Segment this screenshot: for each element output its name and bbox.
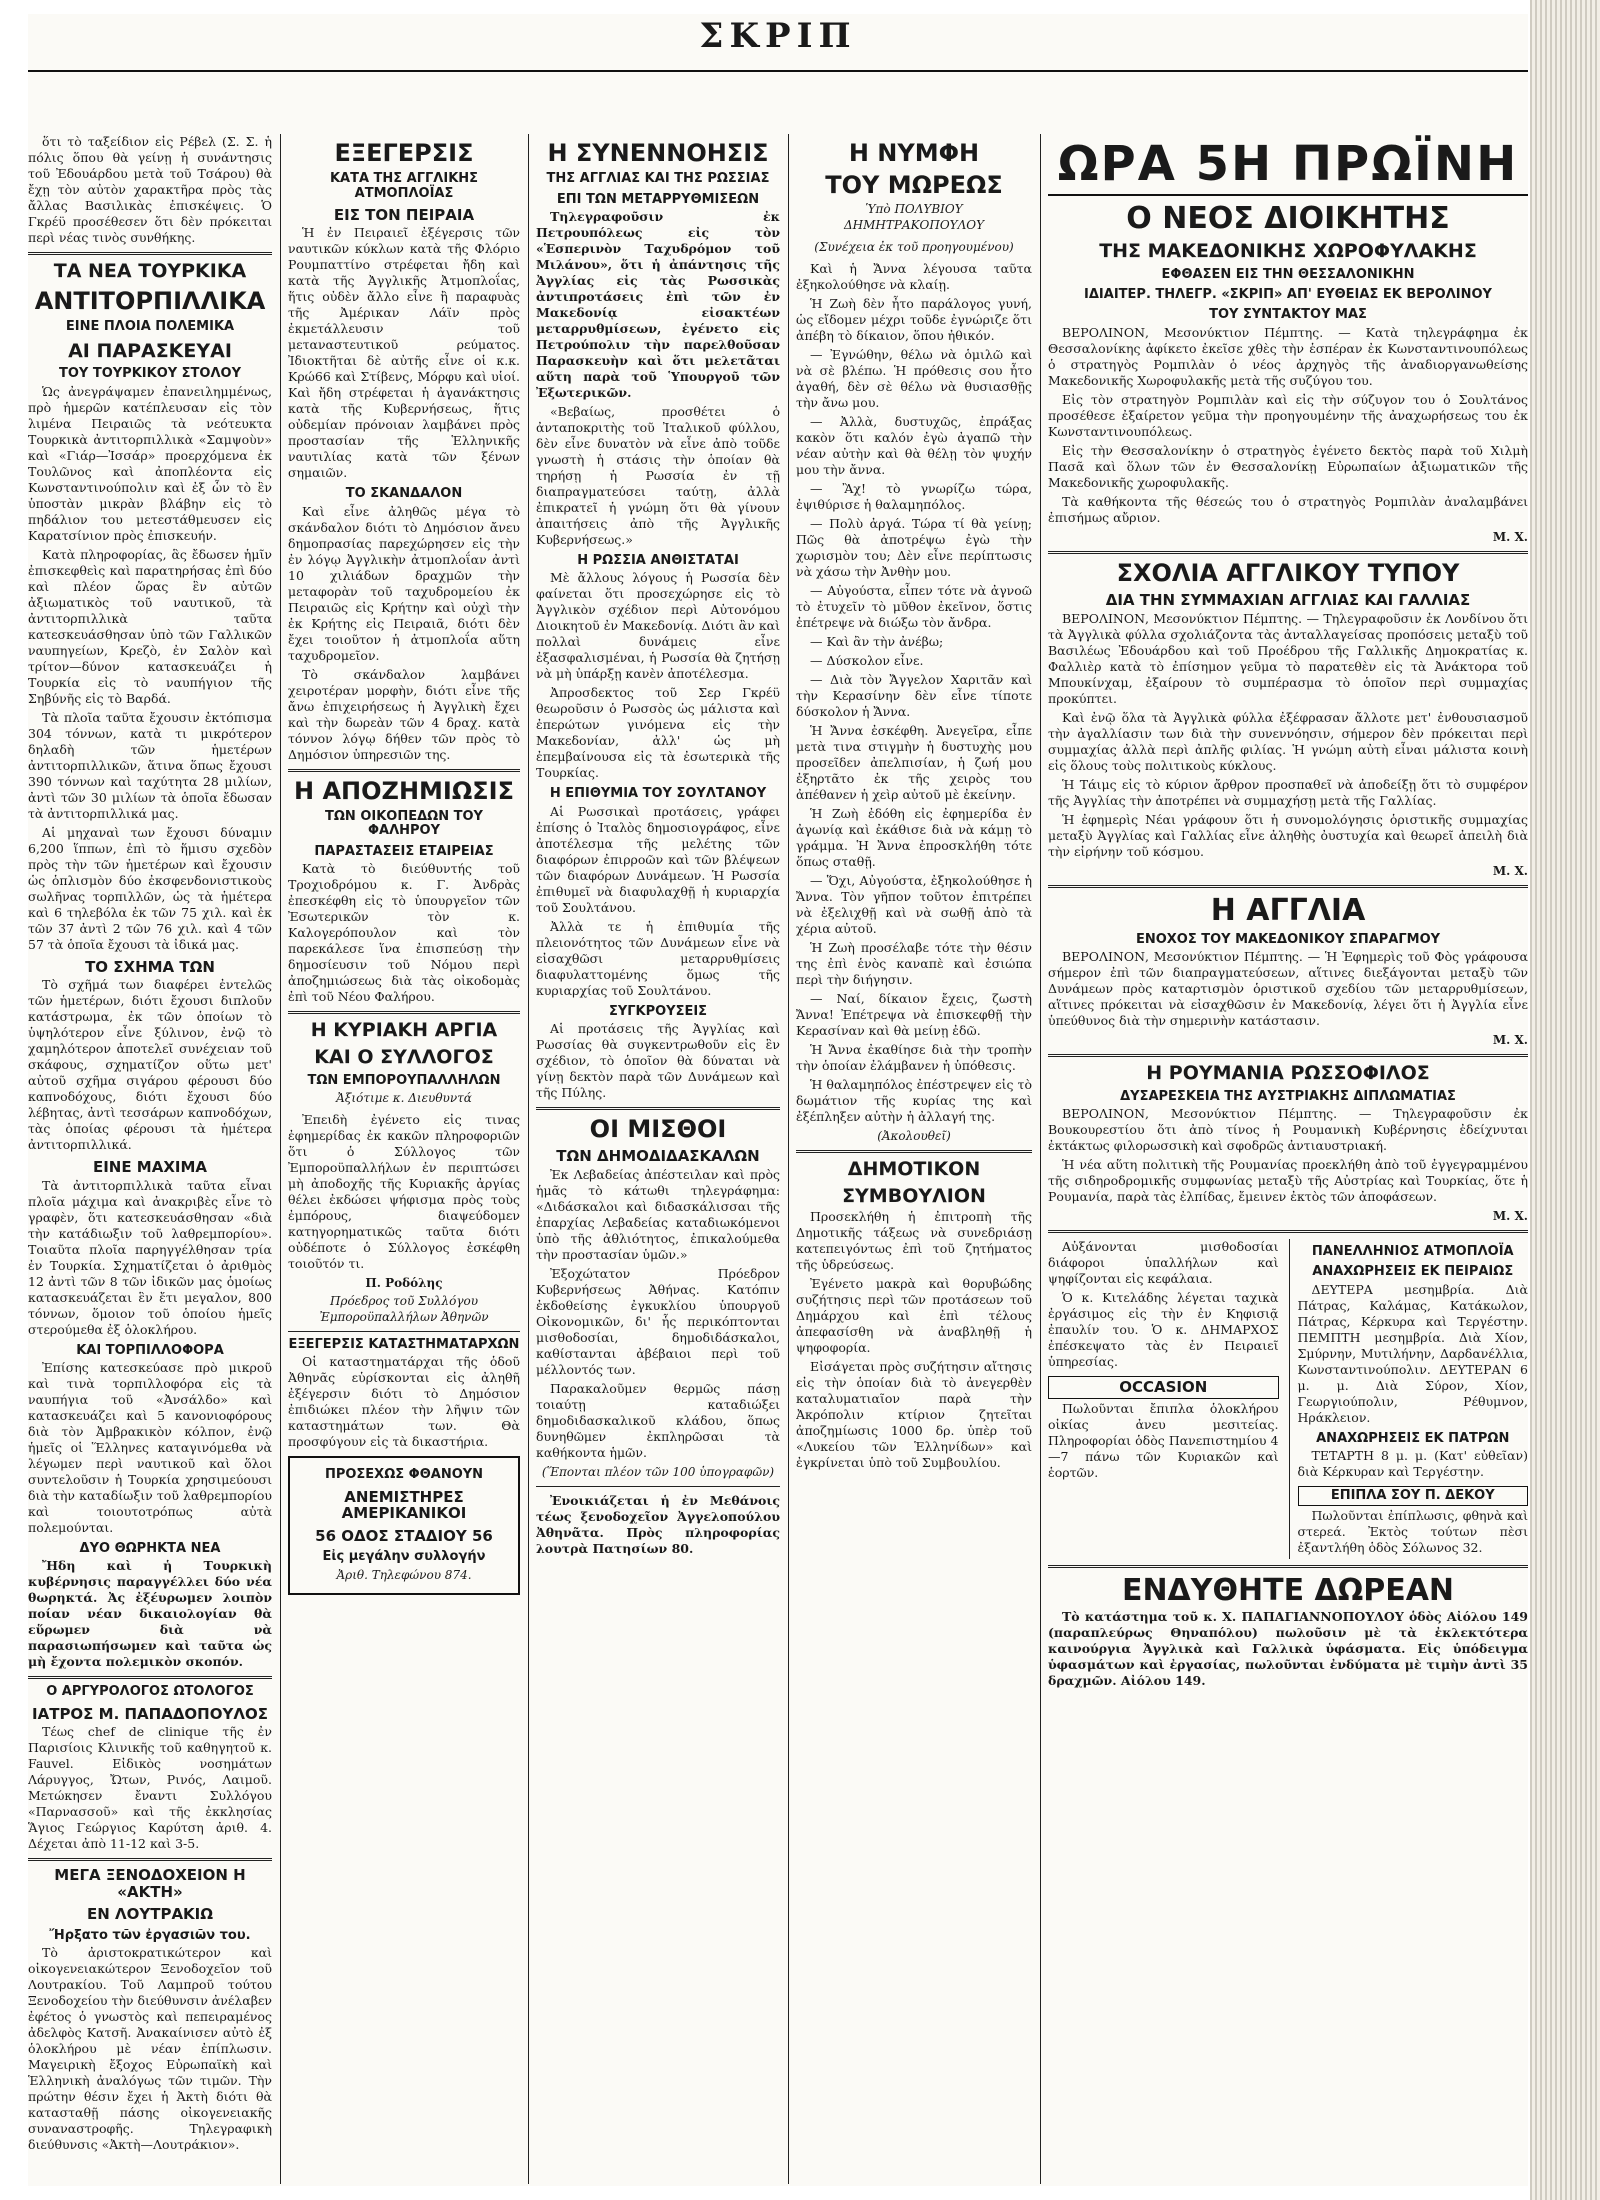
serial-paragraph: — Ὅχι, Αὐγούστα, ἐξηκολούθησε ἡ Ἄννα. Τὸν γῆπον τοῦτον ἐπιτρέπει νὰ ἐξελιχθῇ καὶ νὰ σωθῇ ἀπὸ τὰ χέρια αὐτοῦ. [796,872,1032,936]
telegram-paragraph: Εἰς τὴν Θεσσαλονίκην ὁ στρατηγὸς ἐγένετο δεκτὸς παρὰ τοῦ Χιλμὴ Πασᾶ καὶ ὅλων τῶν ἐν Θεσσαλονίκῃ Εὐρωπαίων ἀξιωματικῶν τῆς Μακεδονικῆς χωροφυλακῆς. [1048,442,1528,490]
headline-new-commander: Ο ΝΕΟΣ ΔΙΟΙΚΗΤΗΣ [1126,201,1450,236]
serial-paragraph: — Πολὺ ἀργά. Τώρα τί θὰ γείνῃ; Πῶς θὰ ἀποτρέψω ἐγὼ τὴν χωρισμὸν του; Δὲν εἶνε περίπτωσις νὰ χάσω τὴν Ἀνθὴν μου. [796,515,1032,579]
small-ads-left [1048,1239,1279,1559]
subheadline: ΕΝΟΧΟΣ ΤΟΥ ΜΑΚΕΔΟΝΙΚΟΥ ΣΠΑΡΑΓΜΟΥ [1135,931,1441,947]
article-paragraph: Τὸ σχῆμά των διαφέρει ἐντελῶς τῶν ἡμετέρων, διότι ἔχουσι διπλοῦν κατάστρωμα, ἐκ τῶν ὁποίων τὸ ὑψηλότερον εἶνε ξύλινον, ἐνῷ τὸ χαμηλότερον ἀποτελεῖ συνέχειαν τοῦ σκάφους, σχηματίζον οὕτω μετ' αὐτοῦ σχῆμα σιγάρου φέρουσι δύο καπνοδόχους, διότι ἔχουσι δύο λέβητας, ἀντὶ τεσσάρων καπνοδόχων, τὰς ὁποίας φέρουσι τὰ ἡμέτερα ἀντιτορπιλλικά. [28,977,272,1153]
news-brief: Ὁ κ. Κιτελάδης λέγεται ταχικὰ ἐργάσιμος εἰς τὴν ἐν Κηφισιᾷ ἐπαυλίν του. Ὁ κ. ΔΗΜΑΡΧΟΣ ἐπέσκεψατο τὰς ἐν Πειραιεῖ ὑπηρεσίας. [1048,1290,1279,1370]
subheadline: ΕΙΣ ΤΟΝ ΠΕΙΡΑΙΑ [333,205,475,224]
section-banner: ΩΡΑ 5Η ΠΡΩΪΝΗ [1048,134,1528,196]
serial-paragraph: — Ναί, δίκαιον ἔχεις, ζωστὴ Ἄννα! Ἐπέτρεψα νὰ ἐπισκεφθῇ τὴν Κερασίναν καὶ θὰ μείνῃ ἐδῶ. [796,990,1032,1038]
subheadline: ΕΙΝΕ ΜΑΧΙΜΑ [92,1158,208,1177]
serial-paragraph: Ἡ Ζωὴ προσέλαβε τότε τὴν θέσιν της ἐπὶ ἑνὸς καναπὲ καὶ ἐσιώπα περὶ τὴν διήγησιν. [796,939,1032,987]
subheadline: ΚΑΤΑ ΤΗΣ ΑΓΓΛΙΚΗΣ ΑΤΜΟΠΛΟΪΑΣ [329,171,479,201]
telegram-signature: Μ. Χ. [1492,529,1528,544]
ad-headline: Ο ΑΡΓΥΡΟΛΟΓΟΣ ΩΤΟΛΟΓΟΣ [46,1684,254,1700]
newspaper-page [28,14,1528,2186]
article-paragraph: Ἐκ Λεβαδείας ἀπέστειλαν καὶ πρὸς ἡμᾶς τὸ κάτωθι τηλεγράφημα: «Διδάσκαλοι καὶ διδασκάλισσαι τῆς ἐπαρχίας Λεβαδείας καταδιωκόμενοι ὑπὸ τῆς ἀθλιότητος, ἐπικαλούμεθα τὴν προστασίαν ὑμῶν.» [536,1166,780,1262]
salutation: Ἀξιότιμε κ. Διευθυντά [336,1091,472,1106]
subheadline: ΕΞΕΓΕΡΣΙΣ ΚΑΤΑΣΤΗΜΑΤΑΡΧΩΝ [288,1337,520,1353]
ad-headline: ΑΝΕΜΙΣΤΗΡΕΣ ΑΜΕΡΙΚΑΝΙΚΟΙ [341,1487,467,1523]
ad-address: 56 ΟΔΟΣ ΣΤΑΔΙΟΥ 56 [315,1526,493,1545]
serial-paragraph: — Ἂχ! τὸ γνωρίζω τώρα, ἐψιθύρισε ἡ θαλαμηπόλος. [796,480,1032,512]
column-rule [1040,134,1041,2184]
headline-association: ΚΑΙ Ο ΣΥΛΛΟΓΟΣ [314,1045,494,1068]
subheadline-warships: ΕΙΝΕ ΠΛΟΙΑ ΠΟΛΕΜΙΚΑ [65,319,235,335]
column-2 [288,134,520,2184]
letter-paragraph: Ἐπειδὴ ἐγένετο εἰς τινας ἐφημερίδας ἐκ κακῶν πληροφοριῶν ὅτι ὁ Σύλλογος τῶν Ἐμποροϋπαλλήλων ἐν περιπτώσει μὴ ἀποδοχῆς τῆς Κυριακῆς ἀργίας θέλει ἐκδώσει ψήφισμα πρὸς τοὺς ἐμπόρους, διαψεύδομεν κατηγορηματικῶς ταῦτα διότι οὐδέποτε ὁ Σύλλογος ἐσκέφθη τοιοῦτόν τι. [288,1112,520,1272]
article-paragraph: Εἰσάγεται πρὸς συζήτησιν αἴτησις εἰς τὴν ὁποίαν διὰ τὸ ἀνεγερθὲν καταλυματιαῖον παρὰ τὴν Ἀκρόπολιν κτίριον ζητεῖται ἀποζημίωσις 1000 δρ. ὑπὲρ τοῦ «Λυκείου τῶν Ἑλληνίδων» καὶ ἐγκρίνεται ὑπὸ τοῦ Συμβουλίου. [796,1358,1032,1470]
subheadline: ΤΩΝ ΔΗΜΟΔΙΔΑΣΚΑΛΩΝ [556,1147,760,1166]
divider [1048,1230,1528,1233]
small-ads-right [1289,1239,1529,1559]
article-paragraph: Ἀπροσδεκτος τοῦ Σερ Γκρέϋ θεωροῦσιν ὁ Ρωσσὸς ὡς μάλιστα καὶ ἐπερώτων γινόμενα εἰς τὴν Μακεδονίαν, ἀλλ' ὡς μὴ ἐπεμβαίνουσα εἰς τὰ ἐσωτερικὰ τῆς Τουρκίας. [536,685,780,781]
serial-paragraph: — Αὐγούστα, εἶπεν τότε νὰ ἀγνοῶ τὸ ἐτυχεῖν τὸ μῦθον ἐκεῖνον, ὅστις ἐπέτρεψε νὰ διώξω τὸν ἄνδρα. [796,582,1032,630]
article-paragraph: Ἐγένετο μακρὰ καὶ θορυβώδης συζήτησις περὶ τῶν προτάσεων τοῦ Δημάρχου καὶ ἐπὶ τέλους ἀπεφασίσθη νὰ ἀναβληθῇ ἡ ψηφοφορία. [796,1275,1032,1355]
divider [288,769,520,772]
serial-paragraph: Ἡ Ἄννα ἐσκέφθη. Ἀνεγεῖρα, εἶπε μετὰ τινα στιγμὴν ἡ δυστυχὴς μου προσεῖδεν ἀπελπισίαν, ἡ ζωή μου ἐξηρτᾶτο ἐκ τῆς χειρὸς του ἀπέθανεν ἡ χεὶρ αὐτοῦ μὲ ἐκείνην. [796,722,1032,802]
intro-paragraph: ὅτι τὸ ταξείδιον εἰς Ρέβελ (Σ. Σ. ἡ πόλις ὅπου θὰ γείνῃ ἡ συνάντησις τοῦ Ἐδουάρδου μετὰ τοῦ Τσάρου) θὰ ἔχῃ τὸν αὐτὸν χαρακτῆρα πρὸς τὰς ἄλλας Βασιλικὰς ἐπισκέψεις. Ὁ Γκρέϋ προσέθεσεν ὅτι δὲν πρόκειται περὶ νέας τινὸς συνθήκης. [28,134,272,245]
small-ads-row [1048,1239,1528,1559]
subheadline-preparations: ΑΙ ΠΑΡΑΣΚΕΥΑΙ [68,339,232,362]
ad-phone: Ἀριθ. Τηλεφώνου 874. [336,1567,472,1582]
serial-paragraph: — Δύσκολον εἶνε. [810,652,924,668]
headline-uprising: ΕΞΕΓΕΡΣΙΣ [334,139,474,167]
headline-turkish-news: ΤΑ ΝΕΑ ΤΟΥΡΚΙΚΑ [53,260,247,282]
article-paragraph: Παρακαλοῦμεν θερμῶς πάσῃ τοιαύτῃ καταδιώξει δημοδιδασκαλικοῦ κλάδου, ὅπως δυνηθῶμεν ἐκπληρῶσαι τὰ καθήκοντα ἡμῶν. [536,1380,780,1460]
telegram-paragraph: Καὶ ἐνῷ ὅλα τὰ Ἀγγλικὰ φύλλα ἐξέφρασαν ἄλλοτε μετ' ἐνθουσιασμοῦ τὴν ἀγαλλίασιν των διὰ τὴν συνεννόησιν, σήμερον δὲν πρόκειται περὶ συμμαχίας ἀλλὰ περὶ ἀπλῆς φιλίας. Ἡ γνώμη αὐτὴ εἶναι μάλιστα κοινὴ εἰς ὅλους τοὺς πολιτικοὺς κύκλους. [1048,709,1528,773]
divider [28,1858,272,1861]
article-paragraph: Καὶ εἶνε ἀληθῶς μέγα τὸ σκάνδαλον διότι τὸ Δημόσιον ἄνευ δημοπρασίας παρεχώρησεν εἰς τὴν ἐν λόγῳ Ἀγγλικὴν ἀτμοπλοΐαν ἀντὶ 10 χιλιάδων δραχμῶν τὴν μεταφορὰν τοῦ ταχυδρομείου ἐκ Πειραιῶς εἰς Κρήτην καὶ οὐχὶ τὴν ἐκ Κρήτης εἰς Πειραιᾶ, διότι δὲν ἔχει τοιοῦτον ἡ ἀτμοπλοΐα αὕτη ταχυδρομεῖον. [288,503,520,663]
subheadline: ΤΩΝ ΕΜΠΟΡΟΥΠΑΛΛΗΛΩΝ [307,1072,501,1088]
article-paragraph: Αἱ προτάσεις τῆς Ἀγγλίας καὶ Ρωσσίας θὰ συγκεντρωθοῦν εἰς ἓν σχέδιον, τὸ ὁποῖον θὰ δύναται νὰ γίνῃ δεκτὸν παρὰ τῶν Δυνάμεων καὶ τῆς Πύλης. [536,1020,780,1100]
subheadline: ΚΑΙ ΤΟΡΠΙΛΛΟΦΟΡΑ [76,1342,224,1358]
telegram-paragraph: ΒΕΡΟΛΙΝΟΝ, Μεσονύκτιον Πέμπτης. — Ἡ Ἐφημερὶς τοῦ Φὸς γράφουσα σήμερον ἐπὶ τῶν διαπραγματεύσεων, αἵτινες διεξάγονται μεταξὺ τῶν Δυνάμεων πρὸς καταρτισμὸν ὁριστικοῦ σχεδίου τῶν μεταρρυθμίσεων, αἵτινες πρόκειται νὰ εἰσαχθῶσιν ἐν Μακεδονίᾳ, λέγει ὅτι ἡ Ἀγγλία εἶνε ὑπεύθυνος διὰ τὴν σημερινὴν κατάστασιν. [1048,948,1528,1028]
serial-continuation: (Συνέχεια ἐκ τοῦ προηγουμένου) [814,239,1014,254]
subheadline: ΕΠΙ ΤΩΝ ΜΕΤΑΡΡΥΘΜΙΣΕΩΝ [556,191,760,207]
ad-subheadline: ΑΝΑΧΩΡΗΣΕΙΣ ΕΚ ΠΑΤΡΩΝ [1316,1430,1510,1446]
divider [288,1011,520,1014]
serial-paragraph: — Ἀλλὰ, δυστυχῶς, ἐπράξας κακὸν ὅτι καλόν ἐγὼ ἀγαπῶ τὴν νέαν αὐτὴν καὶ θὰ θέλῃ τὸν ψυχήν μου τὴν ἄννα. [796,413,1032,477]
ad-headline: ΠΡΟΣΕΧΩΣ ΦΘΑΝΟΥΝ [324,1467,484,1483]
column-4 [796,134,1032,2184]
headline-compensation: Η ΑΠΟΖΗΜΙΩΣΙΣ [294,776,514,805]
ad-headline: ΜΕΓΑ ΞΕΝΟΔΟΧΕΙΟΝ Η «ΑΚΤΗ» [54,1866,246,1901]
serial-continues: (Ἀκολουθεῖ) [877,1128,951,1143]
ad-headline: ΠΑΝΕΛΛΗΝΙΟΣ ΑΤΜΟΠΛΟΪΑ [1311,1244,1514,1260]
ad-text: Εἰς μεγάλην συλλογήν [322,1549,486,1565]
ad-text: Τέως chef de clinique τῆς ἐν Παρισίοις Κλινικῆς τοῦ καθηγητοῦ κ. Fauvel. Εἰδικὸς νοσημάτων Λάρυγγος, Ὤτων, Ρινός, Λαιμοῦ. Μετώκησεν ἔναντι Συλλόγου «Παρνασσοῦ» καὶ τῆς ἐκκλησίας Ἅγιος Γεώργιος Καρύτση ἀριθ. 4. Δέχεται ἀπὸ 11-12 καὶ 3-5. [28,1724,272,1852]
telegram-signature: Μ. Χ. [1492,1032,1528,1047]
headline-sunday-rest: Η ΚΥΡΙΑΚΗ ΑΡΓΙΑ [310,1019,498,1042]
serial-paragraph: — Καὶ ἂν τὴν ἀνέβω; [810,633,944,649]
headline-municipal: ΔΗΜΟΤΙΚΟΝ [847,1157,981,1180]
article-paragraph: Τηλεγραφοῦσιν ἐκ Πετρουπόλεως εἰς τὸν «Ἑσπερινὸν Ταχυδρόμον τοῦ Μιλάνου», ὅτι ἡ ἀπάντησις τῆς Ἀγγλίας εἰς τὰς Ρωσσικὰς ἀντιπροτάσεις ἐπὶ τῶν ἐν Μακεδονίᾳ εἰσακτέων μεταρρυθμίσεων, ἐγένετο εἰς Πετρούπολιν τὴν παρελθοῦσαν Παρασκευὴν καὶ ὅτι μελετᾶται αὕτη παρὰ τοῦ Ὑπουργοῦ τῶν Ἐξωτερικῶν. [536,208,780,400]
divider [28,252,272,255]
divider [796,1150,1032,1153]
telegram-signature: Μ. Χ. [1492,863,1528,878]
subheadline: ΙΔΙΑΙΤΕΡ. ΤΗΛΕΓΡ. «ΣΚΡΙΠ» ΑΠ' ΕΥΘΕΙΑΣ ΕΚ ΒΕΡΟΛΙΝΟΥ [1084,287,1492,303]
article-paragraph: Ἀλλὰ τε ἡ ἐπιθυμία τῆς πλειονότητος τῶν Δυνάμεων εἶνε νὰ εἰσαχθῶσι μεταρρυθμίσεις διαφυλαττομένης ὅμως τῆς κυριαρχίας τοῦ Σουλτάνου. [536,918,780,998]
subheadline: ΣΥΓΚΡΟΥΣΕΙΣ [608,1003,708,1019]
telegram-paragraph: Ἡ νέα αὕτη πολιτικὴ τῆς Ρουμανίας προεκλήθη ἀπὸ τοῦ ἐγγεγραμμένου τῆς σιδηροδρομικῆς συμφωνίας μεταξὺ τῆς Αὐστρίας καὶ Τουρκίας, ὅτε ἡ Ρουμανία, παρὰ τὰς ἐλπίδας, ἔμεινεν ἐκτὸς τῶν ἀποφάσεων. [1048,1157,1528,1205]
ad-headline-clothing: ΕΝΔΥΘΗΤΕ ΔΩΡΕΑΝ [1121,1573,1455,1609]
ad-text: Τὸ ἀριστοκρατικώτερον καὶ οἰκογενειακώτερον Ξενοδοχεῖον τοῦ Λουτρακίου. Τοῦ Λαμπροῦ τούτου Ξενοδοχείου τὴν διεύθυνσιν ἀνέλαβεν ἐφέτος ὁ γνωστὸς καὶ πεπειραμένος ἀδελφὸς Κατσῆ. Ἀνακαίνισεν αὐτὸ ἐξ ὁλοκλήρου μὲ νέαν ἐπίπλωσιν. Μαγειρικὴ ἔξοχος Εὐρωπαϊκὴ καὶ Ἑλληνικὴ ἀναλόγως τῶν τιμῶν. Τὴν πρώτην θέσιν ἔχει ἡ Ἀκτὴ διότι θὰ κατασταθῇ πάσης οἰκογενειακῆς συναναστροφῆς. Τηλεγραφικὴ διεύθυνσις «Ἀκτὴ—Λουτράκιον». [28,1944,272,2152]
telegram-paragraph: Εἰς τὸν στρατηγὸν Ρομπιλὰν καὶ εἰς τὴν σύζυγον του ὁ Σουλτάνος προσέθεσε ἐξαίρετον γεῦμα τὴν προηγουμένην τῆς ἀναχωρήσεως του ἐκ Κωνσταντινουπόλεως. [1048,391,1528,439]
article-paragraph: Κατὰ πληροφορίας, ἃς ἔδωσεν ἡμῖν ἐπισκεφθεὶς καὶ παρατηρήσας ἐπὶ δύο καὶ πλέον ὥρας ἓν αὐτῶν ἀξιωματικὸς τοῦ ναυτικοῦ, τὰ ἀντιτορπιλλικὰ ταῦτα κατεσκευάσθησαν ὑπὸ τῶν Γαλλικῶν ναυπηγείων, Κρεζὸ, ἐν Σαλὸν καὶ τρίτον—δύνον κατασκευάζει ἡ Τουρκία εἰς τὸ ναυπήγιον τῆς Σηβύνῆς εἰς τὸ Βαρδά. [28,546,272,706]
subheadline: Η ΕΠΙΘΥΜΙΑ ΤΟΥ ΣΟΥΛΤΑΝΟΥ [549,786,767,802]
headline-torpedo-boats: ΑΝΤΙΤΟΡΠΙΛΛΙΚΑ [34,286,266,315]
ad-headline: OCCASION [1048,1376,1279,1399]
telegram-paragraph: Ἡ ἐφημερὶς Νέαι γράφουν ὅτι ἡ συνομολόγησις ὁριστικῆς συμμαχίας μεταξὺ Ἀγγλίας καὶ Γαλλίας εἶνε ἀληθὴς ὀυστυχία καὶ θεωρεῖ ἀπειλὴ διὰ τὴν εἰρήνην τοῦ κόσμου. [1048,811,1528,859]
article-paragraph: Αἱ Ρωσσικαὶ προτάσεις, γράφει ἐπίσης ὁ Ἰταλὸς δημοσιογράφος, εἶνε ἀποτέλεσμα τῆς μελέτης τῶν διαφόρων ἐπιρροῶν καὶ τῶν βλέψεων τῶν διαφόρων Δυνάμεων. Ἡ Ρωσσία ἐπιθυμεῖ νὰ διαφυλαχθῇ ἡ κυριαρχία τοῦ Σουλτάνου. [536,803,780,915]
ad-text: Πωλοῦνται ἔπιπλα ὁλοκλήρου οἰκίας ἀνευ μεσιτείας. Πληροφορίαι ὁδὸς Πανεπιστημίου 4—7 πάνω τῶν Κυριακῶν καὶ ἑορτῶν. [1048,1400,1279,1480]
headline-council: ΣΥΜΒΟΥΛΙΟΝ [842,1184,986,1207]
serial-paragraph: — Ἐγνώθην, θέλω νὰ ὁμιλῶ καὶ νὰ σὲ βλέπω. Ἡ πρόθεσις σου ἦτο ἀγαθή, δὲν σὲ θέλω νὰ θυσιασθῇς τὴν ἄνω μου. [796,346,1032,410]
divider [288,1331,520,1332]
article-paragraph: «Βεβαίως, προσθέτει ὁ ἀνταποκριτὴς τοῦ Ἰταλικοῦ φύλλου, δὲν εἶνε δυνατὸν νὰ εἶνε ἀπὸ τοῦδε γνωστὴ ἡ στάσις τὴν ὁποίαν θὰ τηρήσῃ ἡ Ρωσσία ἐν τῇ διαπραγματεύσει ταύτῃ, ἀλλὰ ἐπικρατεῖ ἡ γνώμη ὅτι θὰ γίνουν ἀπαιτήσεις ἀπὸ τῆς Ἀγγλικῆς Κυβερνήσεως.» [536,403,780,547]
article-paragraph: Ἐξοχώτατον Πρόεδρον Κυβερνήσεως Ἀθήνας. Κατόπιν ἐκδοθείσης ἐγκυκλίου ὑπουργοῦ Οἰκονομικῶν, δι' ἧς περικόπτονται μισθοδοσίαι, δημοδιδάσκαλοι, καθίστανται ἀβέβαιοι περὶ τοῦ μέλλοντός των. [536,1265,780,1377]
column-rule [528,134,529,2184]
subheadline: ΔΥΟ ΘΩΡΗΚΤΑ ΝΕΑ [79,1541,221,1557]
subheadline: ΠΑΡΑΣΤΑΣΕΙΣ ΕΤΑΙΡΕΙΑΣ [314,843,494,859]
page-edge-binding [1530,0,1600,2200]
subheadline: ΤΩΝ ΟΙΚΟΠΕΔΩΝ ΤΟΥ ΦΑΛΗΡΟΥ [325,809,483,839]
subheadline: ΤΟ ΣΚΑΝΔΑΛΟΝ [345,486,463,502]
divider [1048,885,1528,888]
divider [536,1486,780,1487]
headline-romania: Η ΡΟΥΜΑΝΙΑ ΡΩΣΣΟΦΙΛΟΣ [1146,1061,1430,1084]
ad-text: ΤΕΤΑΡΤΗ 8 μ. μ. (Κατ' εὐθεῖαν) διὰ Κέρκυραν καὶ Τεργέστην. [1297,1448,1528,1480]
article-paragraph: Οἱ καταστηματάρχαι τῆς ὁδοῦ Ἀθηνᾶς εὑρίσκονται εἰς ἀληθῆ ἐξέγερσιν διότι τὸ Δημόσιον ἐπιδιώκει πλέον τὴν λῆψιν τῶν καταστημάτων των. Θὰ προσφύγουν εἰς τὰ δικαστήρια. [288,1354,520,1450]
news-brief: Αὐξάνονται μισθοδοσίαι διάφοροι ὑπαλλήλων καὶ ψηφίζονται εἰς κεφάλαια. [1048,1239,1279,1287]
masthead-rule [28,70,1528,72]
headline-salaries: ΟΙ ΜΙΣΘΟΙ [589,1114,727,1143]
article-paragraph: Ἤδη καὶ ἡ Τουρκικὴ κυβέρνησις παραγγέλλει δύο νέα θωρηκτά. Ἀς ἐξέυρωμεν λοιπὸν ποίαν νέαν δικαιολογίαν θὰ εὕρωμεν διὰ νὰ παρασιωπήσωμεν καὶ ταῦτα ὡς μὴ ἔχοντα πολεμικὸν σκοπόν. [28,1558,272,1670]
divider [1048,1565,1528,1568]
divider [1048,1054,1528,1057]
telegrams-section [1048,134,1528,2184]
ad-box-fans [288,1456,520,1594]
telegram-paragraph: ΒΕΡΟΛΙΝΟΝ, Μεσονύκτιον Πέμπτης. — Κατὰ τηλεγράφημα ἐκ Θεσσαλονίκης ἀφίκετο ἐκεῖσε χθὲς τὴν ἑσπέραν ἐκ Κωνσταντινουπόλεως ὁ στρατηγὸς Ρομπιλὰν ὁ νέος ἀρχηγὸς τῆς ἀναδιοργανωθείσης Μακεδονικῆς Χωροφυλακῆς μετὰ τῆς συζύγου του. [1048,324,1528,388]
column-1 [28,134,272,2184]
article-paragraph: Τὰ πλοῖα ταῦτα ἔχουσιν ἐκτόπισμα 304 τόννων, κατὰ τι μικρότερον δηλαδὴ τῶν ἡμετέρων ἀντιτορπιλλικῶν, ἅτινα ὅπως ἔχουσι 390 τόννων καὶ ταχύτητα 28 μιλίων, ἀντὶ τῶν 30 μιλίων τὰ ὁποῖα ἔδωσαν τὰ ἀντιτορπιλλικά μας. [28,709,272,821]
divider [536,1107,780,1110]
divider [28,1676,272,1679]
signatures-note: (Ἕπονται πλέον τῶν 100 ὑπογραφῶν) [541,1464,775,1479]
ad-text: ΔΕΥΤΕΡΑ μεσημβρία. Διὰ Πάτρας, Καλάμας, Κατάκωλον, Πάτρας, Κέρκυρα καὶ Τεργέστην. ΠΕΜΠΤΗ μεσημβρία. Διὰ Χίον, Σμύρνην, Μυτιλήνην, Δαρδανέλλια, Κωνσταντινούπολιν. ΔΕΥΤΕΡΑΝ 6 μ. μ. Διὰ Σύρον, Χίον, Γεωργιούπολιν, Ρέθυμνον, Ηράκλειον. [1297,1281,1528,1425]
headline-english-press: ΣΧΟΛΙΑ ΑΓΓΛΙΚΟΥ ΤΥΠΟΥ [1116,558,1460,587]
subheadline: ΤΗΣ ΑΓΓΛΙΑΣ ΚΑΙ ΤΗΣ ΡΩΣΣΙΑΣ [546,171,770,187]
article-paragraph: Μὲ ἄλλους λόγους ἡ Ρωσσία δὲν φαίνεται ὅτι προσεχώρησε εἰς τὸ Ἀγγλικὸν σχέδιον περὶ Αὐτονόμου Διοικητοῦ ἐν Μακεδονίᾳ. Διότι ἂν καὶ πολλαὶ δυνάμεις εἶνε ἐξασφαλισμέναι, ἡ Ρωσσία θὰ ζητήσῃ νὰ μὴ ὑπάρξῃ κανὲν ἀποτέλεσμα. [536,570,780,682]
telegram-signature: Μ. Χ. [1492,1209,1528,1224]
serial-title: ΤΟΥ ΜΩΡΕΩΣ [825,171,1003,200]
article-paragraph: Κατὰ τὸ διεύθυντής τοῦ Τροχιοδρόμου κ. Γ. Ἀνδρὰς ἐπεσκέφθη εἰς τὸ ὑπουργεῖον τῶν Ἐσωτερικῶν τὸν κ. Καλογερόπουλον καὶ τὸν παρεκάλεσε ἵνα ἐπισπεύσῃ τὴν δημοσίευσιν τοῦ Νόμου περὶ ἀποζημιώσεως διὰ τὰς οἰκοδομὰς ἐπὶ τοῦ Νέου Φαλήρου. [288,861,520,1005]
article-paragraph: Ὡς ἀνεγράψαμεν ἐπανειλημμένως, πρὸ ἡμερῶν κατέπλευσαν εἰς τὸν λιμένα Πειραιῶς τὰ νεότευκτα Τουρκικὰ ἀντιτορπιλλικὰ «Σαμψοὺν» καὶ «Γιάρ—Ἰσσάρ» προερχόμενα ἐκ Τουλῶνος καὶ ἀποπλέοντα εἰς Κωνσταντινούπολιν καὶ ἐξ ὧν τὸ ἓν ὑποστὰν μικρὰν βλάβην εἰς τὸ πηδάλιον του μετεστάθμευσεν εἰς Καρατσίνιον πρὸς ἐπισκευήν. [28,383,272,543]
headline-understanding: Η ΣΥΝΕΝΝΟΗΣΙΣ [547,139,769,167]
serial-paragraph: Ἡ Ζωὴ ἐδόθη εἰς ἐφημερίδα ἐν ἀγωνίᾳ καὶ ἐκάθισε διὰ νὰ κάμῃ τὸ γράμμα. Ἡ Ἄννα ἐπροσκλήθη τότε ὅπως σταθῇ. [796,805,1032,869]
serial-author: Ὑπὸ ΠΟΛΥΒΙΟΥ ΔΗΜΗΤΡΑΚΟΠΟΥΛΟΥ [843,201,985,232]
article-paragraph: Τὸ σκάνδαλον λαμβάνει χειροτέραν μορφὴν, διότι εἶνε τῆς ἄνω ἐπιχειρήσεως ἡ Ἀγγλικὴ ἔχει καὶ τὴν δωρεὰν τῶν 4 δραχ. κατὰ τόννον λόγῳ δήθεν τῶν πρὸς τὸ Δημόσιον ὑπηρεσιῶν της. [288,666,520,762]
article-paragraph: Ἡ ἐν Πειραιεῖ ἐξέγερσις τῶν ναυτικῶν κύκλων κατὰ τῆς Φλόριο Ρουμπαττίνο στρέφεται ἤδη καὶ κατὰ τῆς Ἀγγλικῆς Ἀτμοπλοΐας, ἥτις οὐδὲν ἄλλο εἶνε ἢ παραφυὰς τῆς Ἀμέρικαν Λάϊν πρὸς ἐκμετάλλευσιν τοῦ μεταναστευτικοῦ ρεύματος. Ἰδιοκτῆται δὲ αὐτῆς εἶνε οἱ κ.κ. Κρώ66 καὶ Στίβενς, Μόρφυ καὶ υἱοί. Καὶ ἤδη στρέφεται ἡ ἀγανάκτησις κατὰ τῆς Κυβερνήσεως, ἥτις οὐδεμίαν πρόνοιαν λαμβάνει πρὸς προστασίαν τῆς Ἑλληνικῆς ναυτιλίας κατὰ τῶν ξένων σημαιῶν. [288,225,520,481]
divider [1048,551,1528,554]
telegram-paragraph: ΒΕΡΟΛΙΝΟΝ, Μεσονύκτιον Πέμπτης. — Τηλεγραφοῦσιν ἐκ Λονδίνου ὅτι τὰ Ἀγγλικὰ φύλλα σχολιάζοντα τὰς ἀνταλλαγείσας προπόσεις μεταξὺ τοῦ Βασιλέως Ἐδουάρδου καὶ τοῦ Προέδρου τῆς Γαλλικῆς Δημοκρατίας κ. Φαλλιὲρ κατὰ τὸ ἐπίσημον γεῦμα τὸ παρατεθὲν εἰς τὰ Ἀνάκτορα τοῦ Μπουκίνχαμ, ἐξαίρουν τὸ συμπέρασμα τὸ ὁποῖον περὶ συμμαχίας προκύπτει. [1048,610,1528,706]
newspaper-title: ΣΚΡΙΠ [699,16,857,56]
telegram-paragraph: ΒΕΡΟΛΙΝΟΝ, Μεσονύκτιον Πέμπτης. — Τηλεγραφοῦσιν ἐκ Βουκουρεστίου ὅτι ἀπὸ τίνος ἡ Ρουμανικὴ Κυβέρνησις ἐδείχνυται ἐκτάκτως φιλορωσσικὴ καὶ σφοδρῶς ἀντιαυστριακή. [1048,1106,1528,1154]
serial-paragraph: Καὶ ἡ Ἄννα λέγουσα ταῦτα ἐξηκολούθησε νὰ κλαίῃ. [796,260,1032,292]
subheadline: ΔΙΑ ΤΗΝ ΣΥΜΜΑΧΙΑΝ ΑΓΓΛΙΑΣ ΚΑΙ ΓΑΛΛΙΑΣ [1105,591,1471,610]
ad-text: Πωλοῦνται ἐπίπλωσις, φθηνὰ καὶ στερεά. Ἐκτὸς τούτων πὲσι ἐξαντλήθη ὁδὸς Σόλωνος 32. [1297,1508,1528,1556]
subheadline: Η ΡΩΣΣΙΑ ΑΝΘΙΣΤΑΤΑΙ [577,552,739,568]
serial-paragraph: Ἡ Ζωὴ δὲν ἦτο παράλογος γυνή, ὡς εἴδομεν μέχρι τοῦδε ἐγνώριζε ὅτι ἀπέβη τὸ δίκαιον, ὅπου ἠθικόν. [796,295,1032,343]
ad-subheadline: Ἤρξατο τῶν ἐργασιῶν του. [49,1927,251,1943]
telegram-paragraph: Ἡ Τάιμς εἰς τὸ κύριον ἄρθρον προσπαθεῖ νὰ ἀποδείξῃ ὅτι τὸ συμφέρον τῆς Ἀγγλίας τὴν ἀποτρέπει νὰ συμμαχήσῃ μετὰ τῆς Γαλλίας. [1048,776,1528,808]
article-paragraph: Προσεκλήθη ἡ ἐπιτροπὴ τῆς Δημοτικῆς τάξεως νὰ συνεδριάσῃ κατεπειγόντως ἐπὶ τοῦ ζητήματος τῆς ὑδρεύσεως. [796,1208,1032,1272]
telegram-paragraph: Τὰ καθήκοντα τῆς θέσεώς του ὁ στρατηγὸς Ρομπιλὰν ἀναλαμβάνει ἐπισήμως αὔριον. [1048,493,1528,525]
letter-signature: Π. Ροδόλης [365,1276,443,1291]
classified-ad: Ἐνοικιάζεται ἡ ἐν Μεθάνοις τέως ξενοδοχεῖον Ἀγγελοπούλου Ἀθηνᾶτα. Πρὸς πληροφορίας λουτρὰ Πατησίων 80. [536,1492,780,1556]
column-3 [536,134,780,2184]
serial-paragraph: Ἡ Ἄννα ἐκαθίησε διὰ τὴν τροπὴν τὴν ὁποίαν ἐλάμβανεν ἡ ὑπόθεσις. [796,1041,1032,1073]
letter-signature-title: Πρόεδρος τοῦ Συλλόγου Ἐμποροϋπαλλήλων Ἀθηνῶν [319,1294,489,1325]
article-paragraph: Τὰ ἀντιτορπιλλικὰ ταῦτα εἶναι πλοῖα μάχιμα καὶ ἀνακριβὲς εἶνε τὸ γραφὲν, ὅτι κατεσκευάσθησαν «διὰ τὴν κατάδιωξιν τοῦ λαθρεμπορίου». Τοιαῦτα πλοῖα παρηγγέλθησαν τρία ἐν Τουρκία. Σχηματίζεται ὁ ἀριθμὸς 12 ἀντὶ τῶν 8 τῶν ἰδικῶν μας ὁμοίως κατασκευάζεται ἓν ἔτι μεγαλον, 800 τόννων, ὅμοιον τοῦ ὁποίου ἡμεῖς στερούμεθα ἐξ ὁλοκλήρου. [28,1177,272,1337]
subheadline-turkish-fleet: ΤΟΥ ΤΟΥΡΚΙΚΟΥ ΣΤΟΛΟΥ [58,366,242,382]
subheadline: ΤΟΥ ΣΥΝΤΑΚΤΟΥ ΜΑΣ [1209,307,1367,323]
ad-headline: ΕΝ ΛΟΥΤΡΑΚΙΩ [86,1905,214,1924]
column-rule [280,134,281,2184]
ad-subheadline: ΑΝΑΧΩΡΗΣΕΙΣ ΕΚ ΠΕΙΡΑΙΩΣ [1312,1264,1514,1280]
column-rule [788,134,789,2184]
subheadline: ΔΥΣΑΡΕΣΚΕΙΑ ΤΗΣ ΑΥΣΤΡΙΑΚΗΣ ΔΙΠΛΩΜΑΤΙΑΣ [1120,1088,1456,1104]
subheadline: ΕΦΘΑΣΕΝ ΕΙΣ ΤΗΝ ΘΕΣΣΑΛΟΝΙΚΗΝ [1161,266,1415,282]
ad-text: Τὸ κατάστημα τοῦ κ. Χ. ΠΑΠΑΓΙΑΝΝΟΠΟΥΛΟΥ ὁδὸς Αἰόλου 149 (παραπλεύρως Θηναπόλου) πωλοῦσιν μὲ τὰ ἐκλεκτότερα καινούργια Ἀγγλικὰ καὶ Γαλλικὰ ὑφάσματα. Εἰς ὑπόδειγμα ὑφασμάτων καὶ ἐργασίας, πωλοῦνται ἐνδύματα μὲ τιμὴν ἀντὶ 35 δραχμῶν. Αἰόλου 149. [1048,1609,1528,1689]
subheadline: ΤΟ ΣΧΗΜΑ ΤΩΝ [85,957,215,976]
ad-headline: ΕΠΙΠΛΑ ΣΟΥ Π. ΔΕΚΟΥ [1298,1486,1529,1506]
serial-paragraph: Ἡ θαλαμηπόλος ἐπέστρεψεν εἰς τὸ δωμάτιον τῆς κυρίας της καὶ ἐξέπληξεν αὐτὴν ἡ ἀλλαγή της. [796,1076,1032,1124]
masthead [28,14,1528,132]
serial-paragraph: — Διὰ τὸν Ἄγγελον Χαριτᾶν καὶ τὴν Κερασίνην δὲν εἶνε τίποτε δύσκολον ἡ Ἄννα. [796,671,1032,719]
serial-title: Η ΝΥΜΦΗ [848,139,980,167]
ad-headline: ΙΑΤΡΟΣ Μ. ΠΑΠΑΔΟΠΟΥΛΟΣ [32,1704,268,1723]
subheadline: ΤΗΣ ΜΑΚΕΔΟΝΙΚΗΣ ΧΩΡΟΦΥΛΑΚΗΣ [1099,240,1477,262]
article-paragraph: Αἱ μηχαναὶ των ἔχουσι δύναμιν 6,200 ἵππων, ἐπὶ τὸ ἥμισυ σχεδὸν πρὸς τὴν τῶν ἡμετέρων καὶ ἔχουσιν ὡς ὁπλισμὸν δύο ἐκσφενδονιστικοὺς σωλῆνας τορπιλλῶν, ὡς τὰ ἡμέτερα καὶ 6 τηλεβόλα ἐκ τῶν 75 χιλ. καὶ ἐκ τῶν 37 ἀντὶ 2 τῶν 76 χιλ. καὶ 4 τῶν 57 τὰ ὁποῖα ἔχουσι τὰ ἰδικά μας. [28,824,272,952]
article-paragraph: Ἐπίσης κατεσκεύασε πρὸ μικροῦ καὶ τινὰ τορπιλλοφόρα εἰς τὰ ναυπήγια τοῦ «Ἀνσάλδο» καὶ κατασκευάζει καὶ 5 κανονιοφόρους διὰ τὸν Ἀμβρακικὸν κόλπον, ἐνῷ ἡμεῖς οἱ Ἕλληνες καταγινόμεθα νὰ λέγωμεν περὶ ναυτικοῦ καὶ ὅλοι συντελοῦσιν ἡ Τουρκία χρησιμεύουσι διὰ τὴν καταδίωξιν τοῦ λαθρεμπορίου καὶ τοιουτοτρόπως αὐτὰ πολεμούνται. [28,1360,272,1536]
headline-england: Η ΑΓΓΛΙΑ [1210,892,1366,928]
